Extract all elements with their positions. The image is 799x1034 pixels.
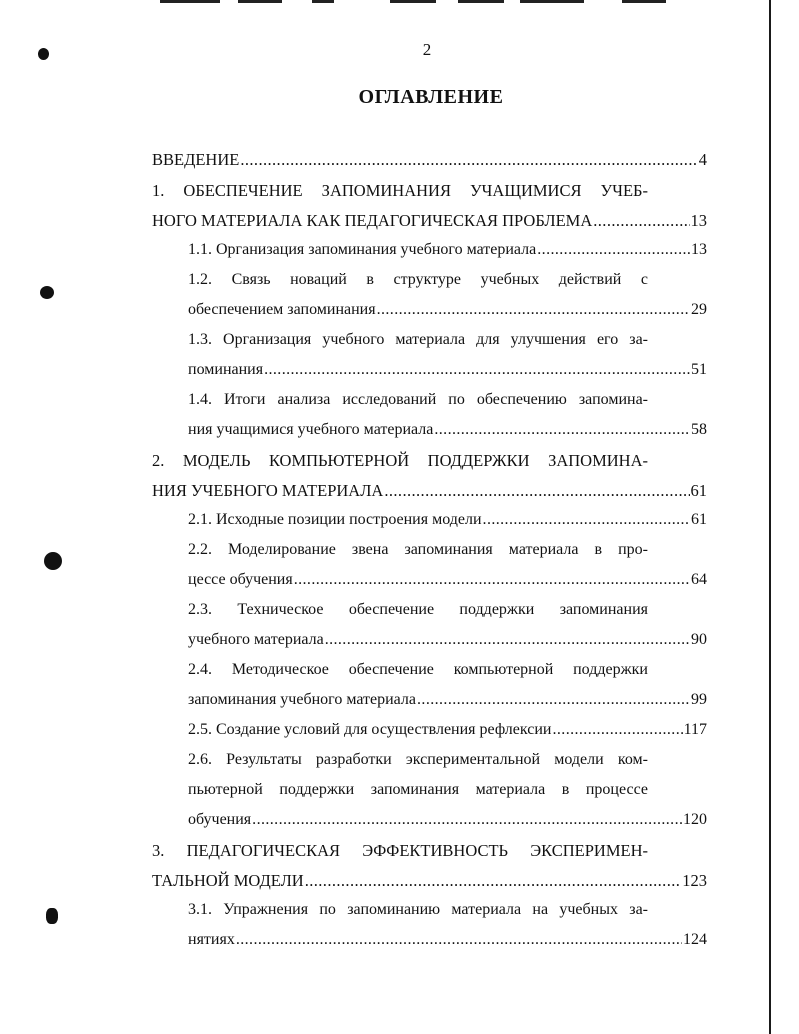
toc-entry-text: 1. ОБЕСПЕЧЕНИЕ ЗАПОМИНАНИЯ УЧАЩИМИСЯ УЧЕБ- [152, 181, 648, 200]
toc-section-2-6-line-3 [188, 811, 707, 833]
scan-top-mark [458, 0, 504, 3]
toc-section-2-3-line-1 [188, 601, 648, 623]
toc-section-2-3-line-2 [188, 631, 707, 653]
toc-entry-text: запоминания учебного материала [188, 691, 417, 708]
toc-entry-introduction [152, 150, 707, 172]
toc-entry-text: 2.3. Техническое обеспечение поддержки запоминания [188, 601, 648, 618]
toc-page-number: 13 [690, 211, 707, 230]
toc-title: ОГЛАВЛЕНИЕ [358, 86, 504, 108]
toc-entry-text: ВВЕДЕНИЕ [152, 150, 240, 169]
toc-page-number: 124 [683, 931, 707, 948]
toc-entry-text: 2.2. Моделирование звена запоминания материала в про- [188, 541, 648, 558]
scan-top-mark [520, 0, 584, 3]
toc-section-2-6-line-2 [188, 781, 648, 803]
toc-entry-text: цессе обучения [188, 571, 293, 588]
toc-leader-dots [384, 481, 689, 501]
toc-page-number: 90 [691, 631, 707, 648]
toc-page-number: 13 [691, 241, 707, 258]
toc-leader-dots [377, 301, 690, 319]
toc-leader-dots [305, 871, 682, 891]
toc-entry-text: НОГО МАТЕРИАЛА КАК ПЕДАГОГИЧЕСКАЯ ПРОБЛЕМА [152, 211, 593, 230]
toc-leader-dots [236, 931, 682, 949]
toc-section-1-2-line-1 [188, 271, 648, 293]
toc-page-number: 51 [691, 361, 707, 378]
toc-section-2-4-line-2 [188, 691, 707, 713]
scan-top-mark [312, 0, 334, 3]
toc-entry-text: 3.1. Упражнения по запоминанию материала на учебных за- [188, 901, 648, 918]
toc-chapter-2-line-1 [152, 451, 648, 473]
toc-section-1-4-line-1 [188, 391, 648, 413]
toc-leader-dots [434, 421, 690, 439]
toc-entry-text: 1.1. Организация запоминания учебного материала [188, 241, 537, 258]
toc-chapter-3-line-2 [152, 871, 707, 893]
toc-page-number: 117 [683, 721, 707, 738]
toc-entry-text: НИЯ УЧЕБНОГО МАТЕРИАЛА [152, 481, 384, 500]
toc-entry-text: 1.4. Итоги анализа исследований по обеспечению запомина- [188, 391, 648, 408]
toc-entry-text: 2.5. Создание условий для осуществления рефлексии [188, 721, 552, 738]
toc-page-number: 61 [690, 481, 707, 500]
toc-page-number: 64 [691, 571, 707, 588]
punch-hole-mark [46, 908, 58, 924]
toc-leader-dots [537, 241, 690, 259]
toc-section-2-6-line-1 [188, 751, 648, 773]
toc-entry-text: 2.6. Результаты разработки экспериментальной модели ком- [188, 751, 648, 768]
toc-chapter-1-line-2 [152, 211, 707, 233]
toc-leader-dots [483, 511, 690, 529]
toc-section-1-4-line-2 [188, 421, 707, 443]
toc-section-2-1 [188, 511, 707, 533]
toc-section-2-2-line-1 [188, 541, 648, 563]
toc-entry-text: пьютерной поддержки запоминания материала в процессе [188, 781, 648, 798]
toc-section-1-3-line-2 [188, 361, 707, 383]
toc-section-3-1-line-1 [188, 901, 648, 923]
toc-entry-text: поминания [188, 361, 264, 378]
toc-entry-text: 1.3. Организация учебного материала для улучшения его за- [188, 331, 648, 348]
toc-section-2-4-line-1 [188, 661, 648, 683]
punch-hole-mark [44, 552, 62, 570]
toc-page-number: 120 [683, 811, 707, 828]
toc-entry-text: 2. МОДЕЛЬ КОМПЬЮТЕРНОЙ ПОДДЕРЖКИ ЗАПОМИНА- [152, 451, 648, 470]
toc-leader-dots [264, 361, 690, 379]
toc-page-number: 58 [691, 421, 707, 438]
toc-entry-text: ния учащимися учебного материала [188, 421, 434, 438]
toc-section-2-5 [188, 721, 707, 743]
toc-leader-dots [593, 211, 689, 231]
toc-entry-text: 1.2. Связь новаций в структуре учебных действий с [188, 271, 648, 288]
toc-entry-text: 2.4. Методическое обеспечение компьютерной поддержки [188, 661, 648, 678]
toc-page-number: 29 [691, 301, 707, 318]
scan-top-mark [160, 0, 220, 3]
punch-hole-mark [40, 286, 54, 299]
toc-page-number: 99 [691, 691, 707, 708]
toc-entry-text: ТАЛЬНОЙ МОДЕЛИ [152, 871, 304, 890]
toc-section-1-1 [188, 241, 707, 263]
toc-leader-dots [553, 721, 683, 739]
toc-chapter-2-line-2 [152, 481, 707, 503]
toc-section-2-2-line-2 [188, 571, 707, 593]
scan-top-mark [238, 0, 282, 3]
toc-section-3-1-line-2 [188, 931, 707, 953]
scan-top-mark [390, 0, 436, 3]
toc-section-1-3-line-1 [188, 331, 648, 353]
toc-leader-dots [417, 691, 690, 709]
toc-page-number: 123 [682, 871, 707, 890]
toc-leader-dots [240, 150, 697, 170]
toc-entry-text: обеспечением запоминания [188, 301, 376, 318]
toc-leader-dots [325, 631, 690, 649]
toc-entry-text: обучения [188, 811, 252, 828]
toc-entry-text: учебного материала [188, 631, 324, 648]
toc-entry-text: 2.1. Исходные позиции построения модели [188, 511, 482, 528]
scan-edge-line [769, 0, 771, 1034]
toc-section-1-2-line-2 [188, 301, 707, 323]
toc-chapter-3-line-1 [152, 841, 648, 863]
page-number: 2 [422, 40, 432, 59]
toc-chapter-1-line-1 [152, 181, 648, 203]
toc-page-number: 4 [698, 150, 707, 169]
toc-leader-dots [294, 571, 690, 589]
toc-leader-dots [252, 811, 682, 829]
toc-entry-text: 3. ПЕДАГОГИЧЕСКАЯ ЭФФЕКТИВНОСТЬ ЭКСПЕРИМЕН- [152, 841, 648, 860]
toc-entry-text: нятиях [188, 931, 235, 948]
toc-page-number: 61 [691, 511, 707, 528]
scan-top-mark [622, 0, 666, 3]
